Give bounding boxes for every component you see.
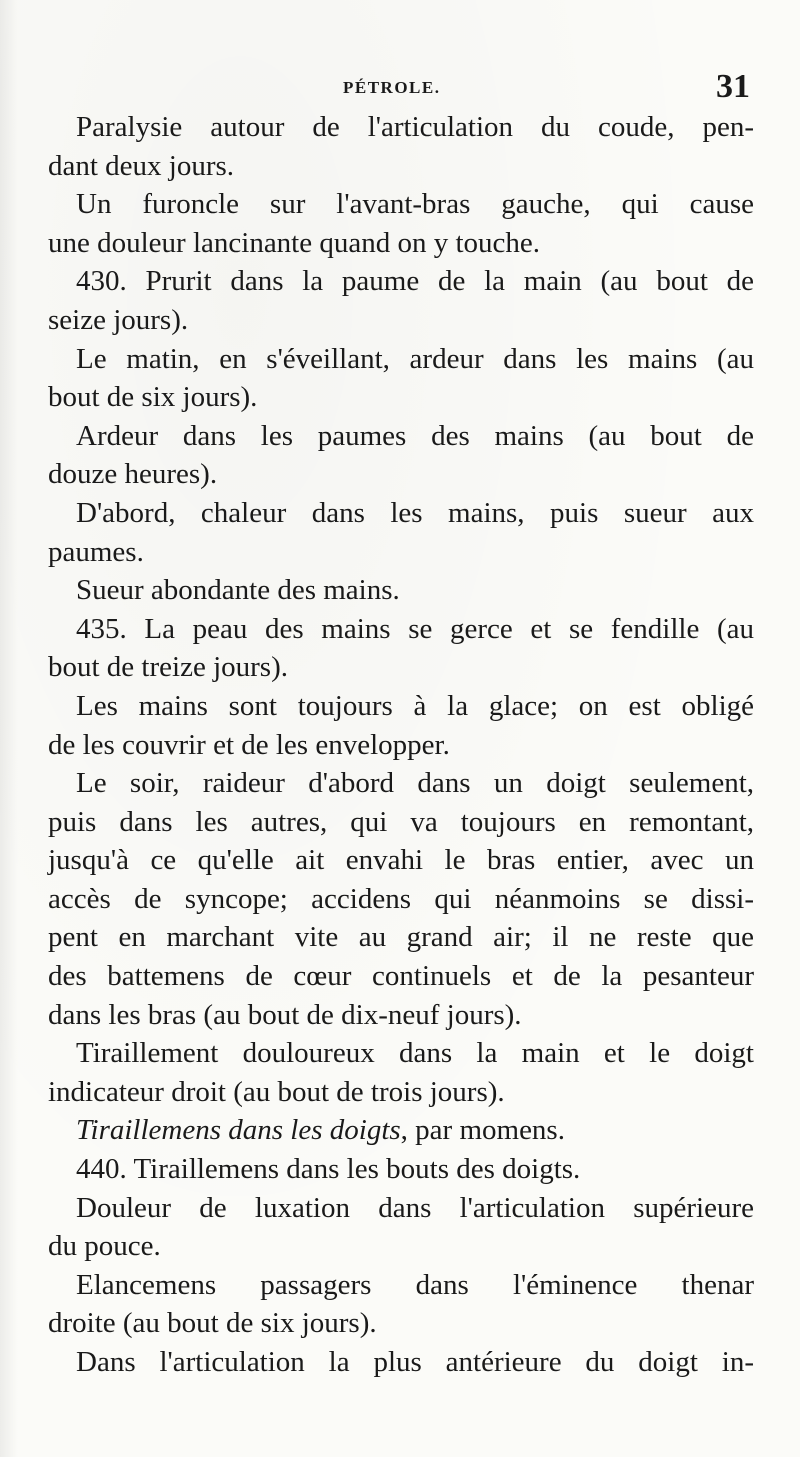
text-line: bout de six jours).	[48, 381, 258, 414]
body-text	[48, 108, 754, 1382]
text-line: bout de treize jours).	[48, 651, 288, 684]
text-line: Sueur abondante des mains.	[76, 574, 400, 607]
text-line: Un furoncle sur l'avant-bras gauche, qui cause	[76, 188, 754, 221]
text-line: accès de syncope; accidens qui néanmoins se dissi-	[48, 882, 754, 915]
text-line: Douleur de luxation dans l'articulation supérieure	[76, 1191, 754, 1224]
italic-phrase: Tiraillemens dans les doigts	[76, 1114, 401, 1147]
text-line: dans les bras (au bout de dix-neuf jours).	[48, 998, 522, 1031]
text-line: de les couvrir et de les envelopper.	[48, 728, 450, 761]
text-line: Tiraillement douloureux dans la main et le doigt	[76, 1037, 754, 1070]
text-fragment: , par momens.	[400, 1114, 565, 1147]
text-line: seize jours).	[48, 303, 189, 336]
text-line: droite (au bout de six jours).	[48, 1307, 377, 1340]
text-line: 430. Prurit dans la paume de la main (au bout de	[76, 265, 754, 298]
text-line: 435. La peau des mains se gerce et se fendille (au	[76, 612, 754, 645]
text-line: Ardeur dans les paumes des mains (au bout de	[76, 419, 754, 452]
text-line: Le matin, en s'éveillant, ardeur dans les mains (au	[76, 342, 754, 375]
text-line: puis dans les autres, qui va toujours en remontant,	[48, 805, 754, 838]
text-line: Le soir, raideur d'abord dans un doigt seulement,	[76, 767, 754, 800]
text-line: du pouce.	[48, 1230, 161, 1263]
text-line: D'abord, chaleur dans les mains, puis sueur aux	[76, 496, 754, 529]
text-line: paumes.	[48, 535, 144, 568]
text-line: Dans l'articulation la plus antérieure du doigt in-	[76, 1346, 754, 1378]
text-line: Elancemens passagers dans l'éminence thenar	[76, 1268, 754, 1301]
text-line: jusqu'à ce qu'elle ait envahi le bras entier, avec un	[48, 844, 754, 877]
text-line: dant deux jours.	[48, 149, 235, 182]
text-line: Paralysie autour de l'articulation du coude, pen-	[76, 111, 754, 143]
text-line: une douleur lancinante quand on y touche.	[48, 226, 541, 259]
text-line: douze heures).	[48, 458, 218, 491]
text-line: pent en marchant vite au grand air; il ne reste que	[48, 921, 754, 954]
page-header	[0, 68, 800, 112]
text-line: indicateur droit (au bout de trois jours).	[48, 1075, 505, 1108]
text-line: Les mains sont toujours à la glace; on est obligé	[76, 689, 754, 722]
page-number: 31	[716, 68, 750, 105]
text-line: des battemens de cœur continuels et de la pesanteur	[48, 960, 754, 993]
text-line	[48, 1111, 754, 1150]
running-title: PÉTROLE.	[343, 78, 441, 97]
text-line: 440. Tiraillemens dans les bouts des doigts.	[76, 1153, 581, 1186]
